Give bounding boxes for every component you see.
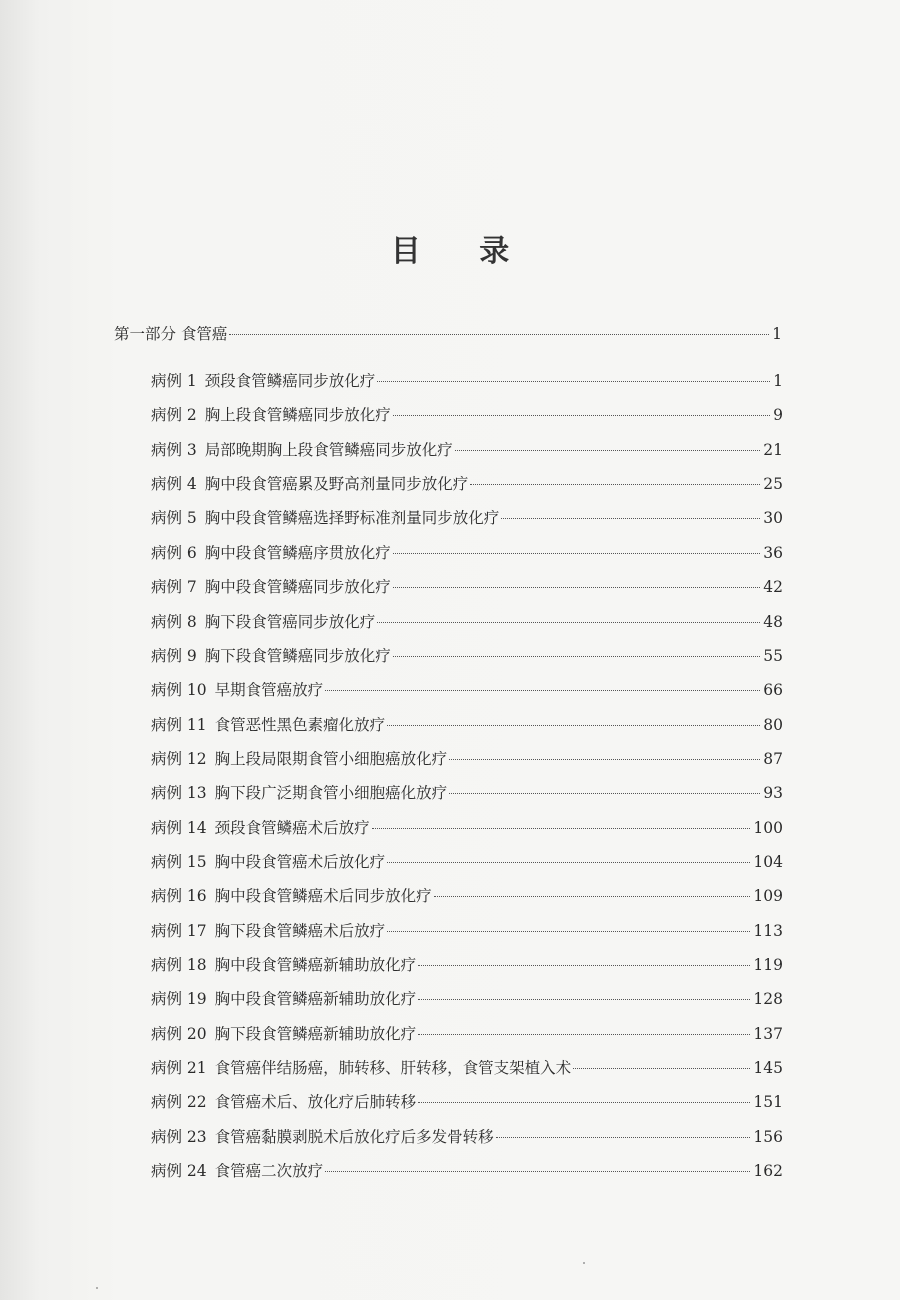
case-title: 胸中段食管鳞癌选择野标准剂量同步放化疗	[204, 509, 500, 528]
case-number: 病例 18	[151, 956, 207, 974]
case-page-number: 156	[753, 1127, 783, 1146]
toc-entry[interactable]	[151, 780, 783, 806]
dot-leader	[377, 381, 770, 382]
case-page-number: 25	[763, 475, 783, 494]
scan-speck	[96, 1287, 98, 1289]
dot-leader	[325, 1171, 750, 1172]
case-title: 食管癌二次放疗	[214, 1162, 324, 1181]
case-number: 病例 10	[151, 681, 207, 700]
case-number: 病例 15	[151, 852, 207, 871]
case-number: 病例 22	[151, 1093, 207, 1112]
case-title: 胸上段食管鳞癌同步放化疗	[204, 406, 391, 425]
case-page-number: 104	[753, 852, 783, 871]
case-page-number: 128	[753, 990, 783, 1009]
case-page-number: 1	[773, 372, 783, 390]
case-title: 胸上段局限期食管小细胞癌放化疗	[214, 749, 448, 768]
case-number: 病例 14	[151, 818, 207, 837]
toc-entry[interactable]	[151, 574, 783, 600]
case-page-number: 21	[763, 440, 783, 459]
dot-leader	[449, 793, 760, 794]
case-number: 病例 20	[151, 1024, 207, 1043]
toc-entry[interactable]	[151, 849, 783, 875]
toc-entry[interactable]	[151, 505, 783, 531]
toc-entry[interactable]	[151, 1124, 783, 1150]
dot-leader	[418, 999, 750, 1000]
case-page-number: 30	[763, 509, 783, 528]
dot-leader	[496, 1137, 751, 1138]
toc-entry[interactable]	[151, 368, 783, 394]
dot-leader	[325, 690, 760, 691]
dot-leader	[377, 622, 760, 623]
dot-leader	[387, 725, 760, 726]
case-page-number: 137	[753, 1024, 783, 1043]
dot-leader	[418, 1034, 750, 1035]
case-number: 病例 2	[151, 406, 197, 425]
toc-entry[interactable]	[151, 1158, 783, 1184]
dot-leader	[387, 862, 750, 863]
part-page-number: 1	[772, 325, 782, 343]
toc-entry[interactable]	[151, 712, 783, 738]
toc-entry[interactable]	[151, 437, 783, 463]
case-number: 病例 12	[151, 749, 207, 768]
dot-leader	[372, 828, 751, 829]
case-page-number: 151	[753, 1093, 783, 1112]
case-number: 病例 11	[151, 715, 207, 734]
case-number: 病例 7	[151, 578, 197, 597]
dot-leader	[455, 450, 760, 451]
case-number: 病例 13	[151, 784, 207, 803]
case-page-number: 113	[753, 921, 783, 940]
dot-leader	[470, 484, 760, 485]
toc-entry[interactable]	[151, 1055, 783, 1081]
dot-leader	[229, 334, 769, 335]
case-title: 胸下段广泛期食管小细胞癌化放疗	[214, 784, 448, 803]
case-number: 病例 9	[151, 646, 197, 665]
toc-part-row[interactable]	[114, 321, 782, 347]
dot-leader	[393, 553, 760, 554]
toc-entry[interactable]	[151, 918, 783, 944]
toc-entry[interactable]	[151, 402, 783, 428]
dot-leader	[573, 1068, 750, 1069]
part-label: 第一部分 食管癌	[114, 325, 228, 343]
case-title: 胸中段食管鳞癌新辅助放化疗	[214, 956, 417, 974]
case-title: 胸中段食管癌术后放化疗	[214, 852, 386, 871]
dot-leader	[418, 1102, 750, 1103]
case-page-number: 87	[763, 749, 783, 768]
page-title: 目 录	[390, 234, 534, 269]
case-number: 病例 5	[151, 509, 197, 528]
case-title: 食管癌术后、放化疗后肺转移	[214, 1093, 417, 1112]
case-number: 病例 24	[151, 1162, 207, 1181]
case-page-number: 42	[763, 578, 783, 597]
case-number: 病例 6	[151, 543, 197, 562]
scan-speck	[583, 1262, 585, 1264]
case-page-number: 36	[763, 543, 783, 562]
dot-leader	[393, 587, 760, 588]
case-title: 早期食管癌放疗	[214, 681, 324, 700]
case-title: 胸中段食管鳞癌术后同步放化疗	[214, 887, 432, 906]
case-number: 病例 8	[151, 612, 197, 631]
case-page-number: 119	[753, 956, 783, 974]
case-number: 病例 1	[151, 372, 197, 390]
dot-leader	[501, 518, 760, 519]
toc-entry[interactable]	[151, 815, 783, 841]
dot-leader	[393, 415, 770, 416]
case-title: 胸下段食管鳞癌同步放化疗	[204, 646, 391, 665]
case-number: 病例 4	[151, 475, 197, 494]
toc-entry[interactable]	[151, 746, 783, 772]
toc-entry[interactable]	[151, 471, 783, 497]
case-title: 颈段食管鳞癌术后放疗	[214, 818, 370, 837]
case-number: 病例 19	[151, 990, 207, 1009]
case-title: 局部晚期胸上段食管鳞癌同步放化疗	[204, 440, 453, 459]
case-title: 食管癌黏膜剥脱术后放化疗后多发骨转移	[214, 1127, 494, 1146]
toc-entry[interactable]	[151, 1021, 783, 1047]
case-number: 病例 17	[151, 921, 207, 940]
case-page-number: 109	[753, 887, 783, 906]
case-title: 食管癌伴结肠癌，肺转移、肝转移，食管支架植入术	[214, 1059, 572, 1077]
case-page-number: 48	[763, 612, 783, 631]
toc-entry[interactable]	[151, 883, 783, 909]
case-title: 胸中段食管癌累及野高剂量同步放化疗	[204, 475, 469, 494]
case-page-number: 93	[763, 784, 783, 803]
case-page-number: 80	[763, 715, 783, 734]
dot-leader	[393, 656, 760, 657]
toc-entry[interactable]	[151, 677, 783, 703]
case-number: 病例 23	[151, 1127, 207, 1146]
case-number: 病例 3	[151, 440, 197, 459]
case-title: 胸中段食管鳞癌序贯放化疗	[204, 543, 391, 562]
dot-leader	[434, 896, 751, 897]
case-title: 颈段食管鳞癌同步放化疗	[204, 372, 376, 390]
case-title: 胸下段食管癌同步放化疗	[204, 612, 376, 631]
case-page-number: 145	[753, 1059, 783, 1077]
toc-entry[interactable]	[151, 986, 783, 1012]
case-page-number: 162	[753, 1162, 783, 1181]
case-page-number: 66	[763, 681, 783, 700]
dot-leader	[387, 931, 750, 932]
case-number: 病例 21	[151, 1059, 207, 1077]
case-title: 食管恶性黑色素瘤化放疗	[214, 715, 386, 734]
toc-entry[interactable]	[151, 609, 783, 635]
toc-entry[interactable]	[151, 952, 783, 978]
toc-entry[interactable]	[151, 1089, 783, 1115]
case-title: 胸下段食管鳞癌新辅助放化疗	[214, 1024, 417, 1043]
case-title: 胸中段食管鳞癌同步放化疗	[204, 578, 391, 597]
case-title: 胸下段食管鳞癌术后放疗	[214, 921, 386, 940]
dot-leader	[418, 965, 750, 966]
case-title: 胸中段食管鳞癌新辅助放化疗	[214, 990, 417, 1009]
toc-entry[interactable]	[151, 540, 783, 566]
case-page-number: 55	[763, 646, 783, 665]
case-number: 病例 16	[151, 887, 207, 906]
dot-leader	[449, 759, 760, 760]
case-page-number: 100	[753, 818, 783, 837]
case-page-number: 9	[773, 406, 783, 425]
toc-entry[interactable]	[151, 643, 783, 669]
